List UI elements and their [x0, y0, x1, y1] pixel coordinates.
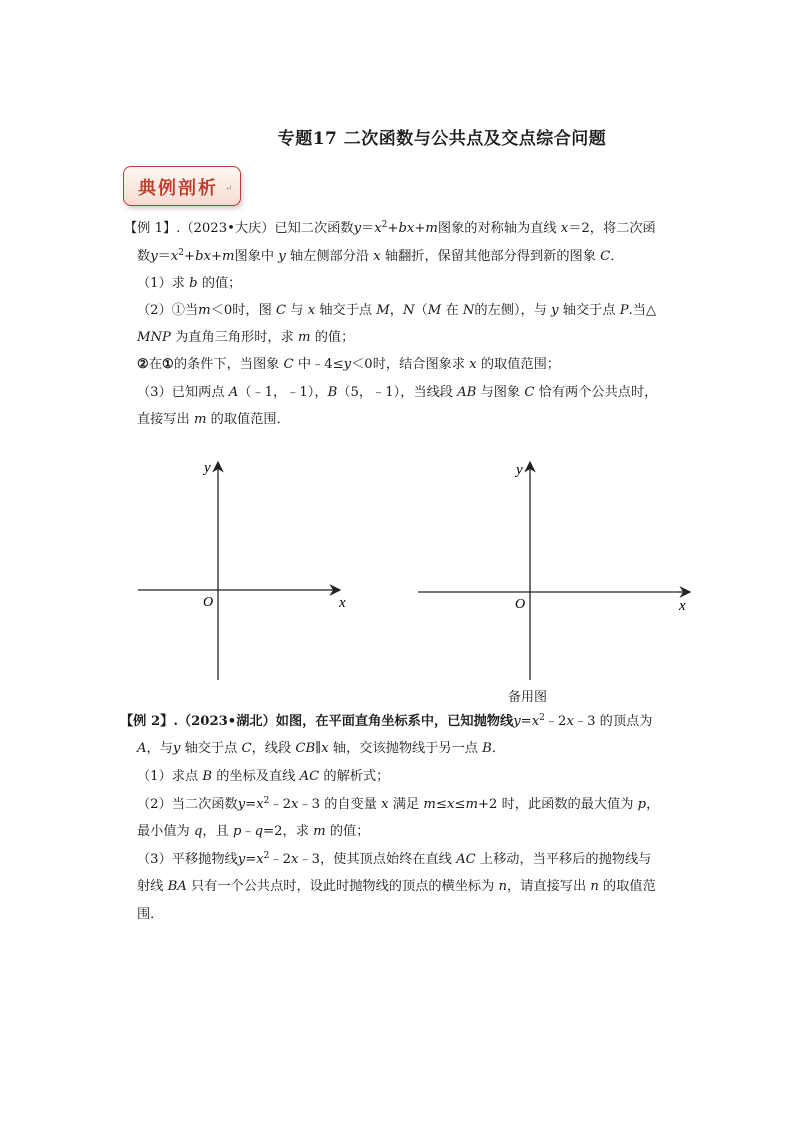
- ex2-line-7: 射线 BA 只有一个公共点时，设此时抛物线的顶点的横坐标为 n，请直接写出 n 的取值范: [137, 879, 656, 894]
- ex2-line-1: 【例 2】.（2023•湖北）如图，在平面直角坐标系中，已知抛物线$y=x^2﹣2x﹣3$ 的顶点为: [120, 713, 653, 729]
- left-y-label: y: [204, 460, 211, 476]
- paragraph-mark-icon: ↵: [225, 184, 233, 194]
- ex2-line-2: A，与y 轴交于点 C，线段 CB∥x 轴，交该抛物线于另一点 B．: [137, 741, 506, 756]
- right-y-label: y: [516, 462, 523, 478]
- ex1-line-1: 【例 1】.（2023•大庆）已知二次函数$y=x^2+bx+m$图象的对称轴为直线 x＝2，将二次函: [124, 220, 656, 236]
- left-origin-label: O: [203, 595, 214, 610]
- ex1-line-7: （3）已知两点 A（﹣1，﹣1），B（5，﹣1），当线段 AB 与图象 C 恰有两个公共点时，: [137, 385, 658, 400]
- section-badge-label: 典例剖析: [138, 178, 218, 199]
- ex2-line-5: 最小值为 q，且 p﹣q=2，求 m 的值；: [137, 824, 370, 839]
- right-axes: [418, 462, 690, 680]
- ex2-line-6: （3）平移抛物线$y=x^2﹣2x﹣3$，使其顶点始终在直线 AC 上移动，当平移后的抛物线与: [137, 851, 652, 867]
- ex1-line-5: MNP 为直角三角形时，求 m 的值；: [137, 330, 355, 345]
- right-origin-label: O: [515, 597, 526, 612]
- ex2-line-8: 围．: [137, 907, 164, 922]
- right-x-label: x: [679, 598, 686, 614]
- page-title: 专题17 二次函数与公共点及交点综合问题: [277, 129, 607, 149]
- ex1-line-6: ②在①的条件下，当图象 C 中﹣4≤y＜0时，结合图象求 x 的取值范围；: [137, 357, 560, 372]
- left-axes: [138, 460, 346, 680]
- ex1-line-2: 数$y=x^2+bx+m$图象中 y 轴左侧部分沿 x 轴翻折，保留其他部分得到新的图象 C．: [137, 248, 624, 264]
- ex1-line-4: （2）①当m＜0时，图 C 与 x 轴交于点 M，N（M 在 N的左侧），与 y 轴交于点 P.当△: [137, 303, 657, 318]
- ex1-line-8: 直接写出 m 的取值范围．: [137, 412, 290, 427]
- left-x-label: x: [339, 595, 346, 611]
- ex2-line-3: （1）求点 B 的坐标及直线 AC 的解析式；: [137, 769, 390, 784]
- ex1-line-3: （1）求 b 的值；: [137, 276, 242, 291]
- figure-caption: 备用图: [508, 690, 548, 705]
- ex2-line-4: （2）当二次函数$y=x^2﹣2x﹣3$ 的自变量 x 满足 m≤x≤m+2 时，此函数的最大值为 p，: [137, 796, 660, 812]
